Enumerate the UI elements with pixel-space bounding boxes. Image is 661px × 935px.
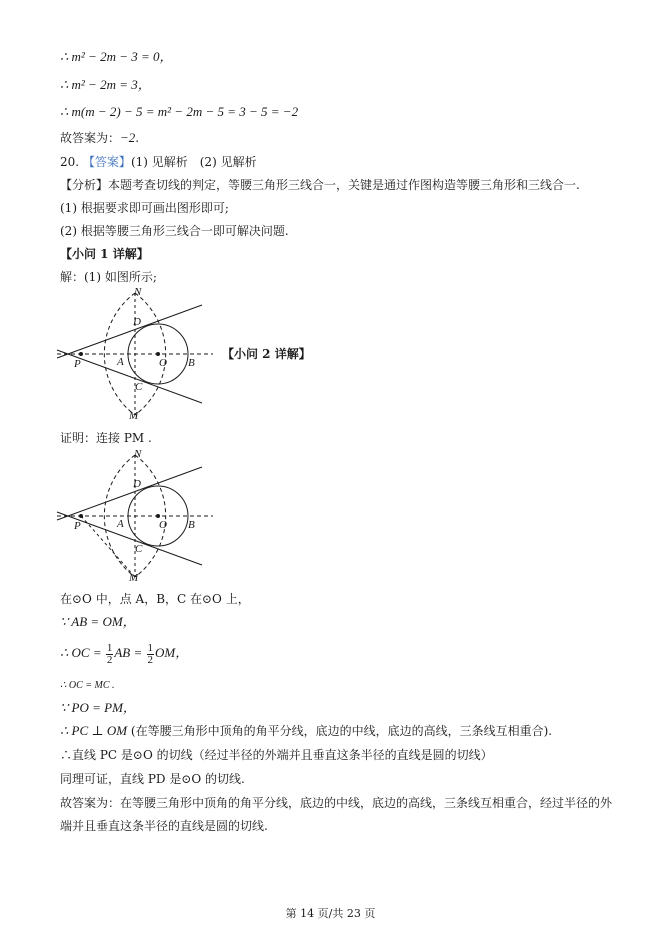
previous-answer: 故答案为：−2. bbox=[60, 130, 140, 145]
subquestion-2-tag: 【小问 2 详解】 bbox=[222, 347, 311, 361]
tangent-line-upper bbox=[57, 467, 202, 520]
label-n: N bbox=[134, 448, 142, 460]
proof-tangent-pd: 同理可证，直线 PD 是⊙O 的切线. bbox=[60, 772, 245, 786]
fraction-half-1: $\frac{1}{2}$ bbox=[106, 641, 113, 666]
point-p bbox=[79, 514, 83, 518]
equation-line-1: ∴ m² − 2m − 3 = 0， bbox=[60, 49, 173, 64]
proof-in-circle: 在⊙O 中，点 A，B，C 在⊙O 上， bbox=[60, 592, 250, 606]
proof-oc-half bbox=[60, 640, 188, 666]
proof-pc-perp-om bbox=[60, 722, 552, 740]
point-p bbox=[79, 352, 83, 356]
label-b: B bbox=[188, 519, 195, 531]
proof-ab-om: ∵ AB = OM， bbox=[60, 614, 136, 629]
step-2: (2) 根据等腰三角形三线合一即可解决问题. bbox=[60, 224, 289, 238]
answer-value: −2 bbox=[120, 130, 136, 145]
point-o bbox=[156, 514, 160, 518]
analysis-text: 本题考查切线的判定，等腰三角形三线合一，关键是通过作图构造等腰三角形和三线合一. bbox=[108, 178, 580, 192]
label-d: D bbox=[133, 478, 141, 490]
pc-perp-reason: (在等腰三角形中顶角的角平分线，底边的中线，底边的高线，三条线互相重合). bbox=[130, 724, 553, 738]
q20-header bbox=[60, 153, 257, 171]
question-number: 20. bbox=[60, 155, 80, 169]
oc-end: OM， bbox=[155, 645, 189, 660]
label-m: M bbox=[129, 572, 139, 584]
proof-oc-mc: ∴ OC = MC . bbox=[60, 680, 115, 691]
label-c: C bbox=[135, 381, 143, 393]
label-o: O bbox=[159, 357, 167, 369]
tangent-line-upper bbox=[57, 305, 202, 358]
step-1: (1) 根据要求即可画出图形即可; bbox=[60, 201, 229, 215]
geometry-figure-2 bbox=[55, 447, 225, 587]
label-m: M bbox=[129, 410, 139, 422]
segment-pm bbox=[81, 516, 135, 577]
pc-perp-expression: ∴ PC ⊥ OM bbox=[60, 723, 128, 738]
geometry-figure-1 bbox=[55, 285, 225, 425]
label-a: A bbox=[117, 518, 124, 530]
label-p: P bbox=[74, 358, 81, 370]
answer-text: (1) 见解析 (2) 见解析 bbox=[130, 155, 257, 169]
label-b: B bbox=[188, 357, 195, 369]
final-answer-line-2: 端并且垂直这条半径的直线是圆的切线. bbox=[60, 819, 268, 833]
subquestion-1-tag: 【小问 1 详解】 bbox=[60, 247, 149, 261]
proof-po-pm: ∵ PO = PM， bbox=[60, 700, 136, 715]
label-a: A bbox=[117, 356, 124, 368]
solution-intro: 解：(1) 如图所示; bbox=[60, 270, 157, 284]
label-d: D bbox=[133, 316, 141, 328]
page-footer: 第 14 页/共 23 页 bbox=[285, 907, 376, 920]
proof-intro: 证明：连接 PM . bbox=[60, 431, 152, 445]
analysis-line bbox=[60, 176, 580, 194]
answer-tag: 【答案】 bbox=[82, 155, 131, 169]
final-answer-line-1: 故答案为：在等腰三角形中顶角的角平分线，底边的中线，底边的高线，三条线互相重合，经过半径的外 bbox=[60, 796, 613, 810]
label-o: O bbox=[159, 519, 167, 531]
equation-line-2: ∴ m² − 2m = 3， bbox=[60, 77, 151, 92]
oc-prefix: ∴ OC = bbox=[60, 645, 102, 660]
label-c: C bbox=[135, 543, 143, 555]
proof-tangent-pc: ∴直线 PC 是⊙O 的切线（经过半径的外端并且垂直这条半径的直线是圆的切线） bbox=[60, 748, 493, 762]
oc-mid: AB = bbox=[114, 645, 143, 660]
answer-label: 故答案为： bbox=[60, 131, 121, 145]
label-n: N bbox=[134, 286, 142, 298]
analysis-tag: 【分析】 bbox=[60, 178, 109, 192]
fraction-half-2: $\frac{1}{2}$ bbox=[147, 641, 154, 666]
equation-line-3: ∴ m(m − 2) − 5 = m² − 2m − 5 = 3 − 5 = −2 bbox=[60, 104, 299, 119]
point-o bbox=[156, 352, 160, 356]
label-p: P bbox=[74, 520, 81, 532]
